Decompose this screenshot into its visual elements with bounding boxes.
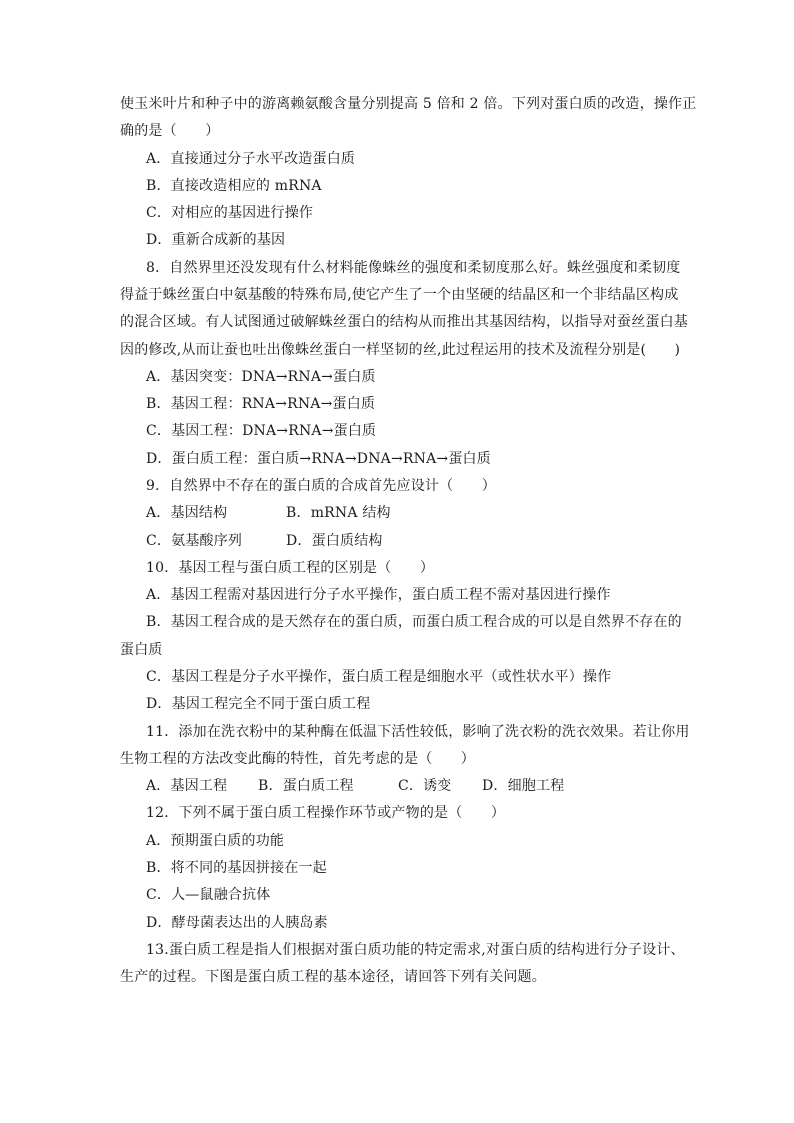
q12-option-c: C．人—鼠融合抗体 — [146, 887, 271, 903]
q10-option-a: A．基因工程需对基因进行分子水平操作，蛋白质工程不需对基因进行操作 — [146, 587, 611, 603]
q10-stem: 10．基因工程与蛋白质工程的区别是（ ） — [146, 560, 435, 576]
q7-option-d: D．重新合成新的基因 — [146, 232, 286, 248]
q12-stem: 12．下列不属于蛋白质工程操作环节或产物的是（ ） — [146, 805, 506, 821]
q11-option-b: B．蛋白质工程 — [258, 778, 354, 794]
q13-stem-line2: 生产的过程。下图是蛋白质工程的基本途径，请回答下列有关问题。 — [120, 969, 546, 985]
q9-option-d: D．蛋白质结构 — [286, 533, 383, 549]
q8-option-a: A．基因突变：DNA→RNA→蛋白质 — [146, 369, 376, 385]
q9-option-c: C．氨基酸序列 — [146, 533, 243, 549]
q8-stem-line4: 因的修改,从而让蚕也吐出像蛛丝蛋白一样坚韧的丝,此过程运用的技术及流程分别是( ) — [120, 342, 681, 358]
q8-stem-line3: 的混合区域。有人试图通过破解蛛丝蛋白的结构从而推出其基因结构，以指导对蚕丝蛋白基 — [120, 314, 688, 330]
q10-option-b-line1: B．基因工程合成的是天然存在的蛋白质，而蛋白质工程合成的可以是自然界不存在的 — [146, 614, 682, 630]
q12-option-b: B．将不同的基因拼接在一起 — [146, 860, 327, 876]
q10-option-d: D．基因工程完全不同于蛋白质工程 — [146, 696, 371, 712]
q7-stem-line2: 确的是（ ） — [120, 123, 220, 139]
q12-option-d: D．酵母菌表达出的人胰岛素 — [146, 915, 328, 931]
q8-option-d: D．蛋白质工程：蛋白质→RNA→DNA→RNA→蛋白质 — [146, 451, 491, 467]
q11-option-c: C．诱变 — [398, 778, 452, 794]
q12-option-a: A．预期蛋白质的功能 — [146, 833, 285, 849]
q7-stem-line1: 使玉米叶片和种子中的游离赖氨酸含量分别提高 5 倍和 2 倍。下列对蛋白质的改造，操作正 — [120, 96, 697, 112]
q9-option-b: B．mRNA 结构 — [286, 505, 391, 521]
q7-option-a: A．直接通过分子水平改造蛋白质 — [146, 151, 356, 167]
q11-stem-line1: 11．添加在洗衣粉中的某种酶在低温下活性较低，影响了洗衣粉的洗衣效果。若让你用 — [146, 724, 690, 740]
q13-stem-line1: 13.蛋白质工程是指人们根据对蛋白质功能的特定需求,对蛋白质的结构进行分子设计、 — [146, 942, 685, 958]
q10-option-c: C．基因工程是分子水平操作，蛋白质工程是细胞水平（或性状水平）操作 — [146, 669, 612, 685]
q10-option-b-line2: 蛋白质 — [120, 642, 163, 658]
q7-option-b: B．直接改造相应的 mRNA — [146, 178, 322, 194]
q8-option-c: C．基因工程：DNA→RNA→蛋白质 — [146, 423, 377, 439]
q9-stem: 9．自然界中不存在的蛋白质的合成首先应设计（ ） — [146, 478, 496, 494]
q8-option-b: B．基因工程：RNA→RNA→蛋白质 — [146, 396, 376, 412]
q8-stem-line2: 得益于蛛丝蛋白中氨基酸的特殊布局,使它产生了一个由坚硬的结晶区和一个非结晶区构成 — [120, 287, 679, 303]
q9-option-a: A．基因结构 — [146, 505, 228, 521]
q11-option-a: A．基因工程 — [146, 778, 228, 794]
q7-option-c: C．对相应的基因进行操作 — [146, 205, 314, 221]
q11-stem-line2: 生物工程的方法改变此酶的特性，首先考虑的是（ ） — [120, 751, 475, 767]
q8-stem-line1: 8．自然界里还没发现有什么材料能像蛛丝的强度和柔韧度那么好。蛛丝强度和柔韧度 — [146, 260, 681, 276]
q11-option-d: D．细胞工程 — [482, 778, 565, 794]
